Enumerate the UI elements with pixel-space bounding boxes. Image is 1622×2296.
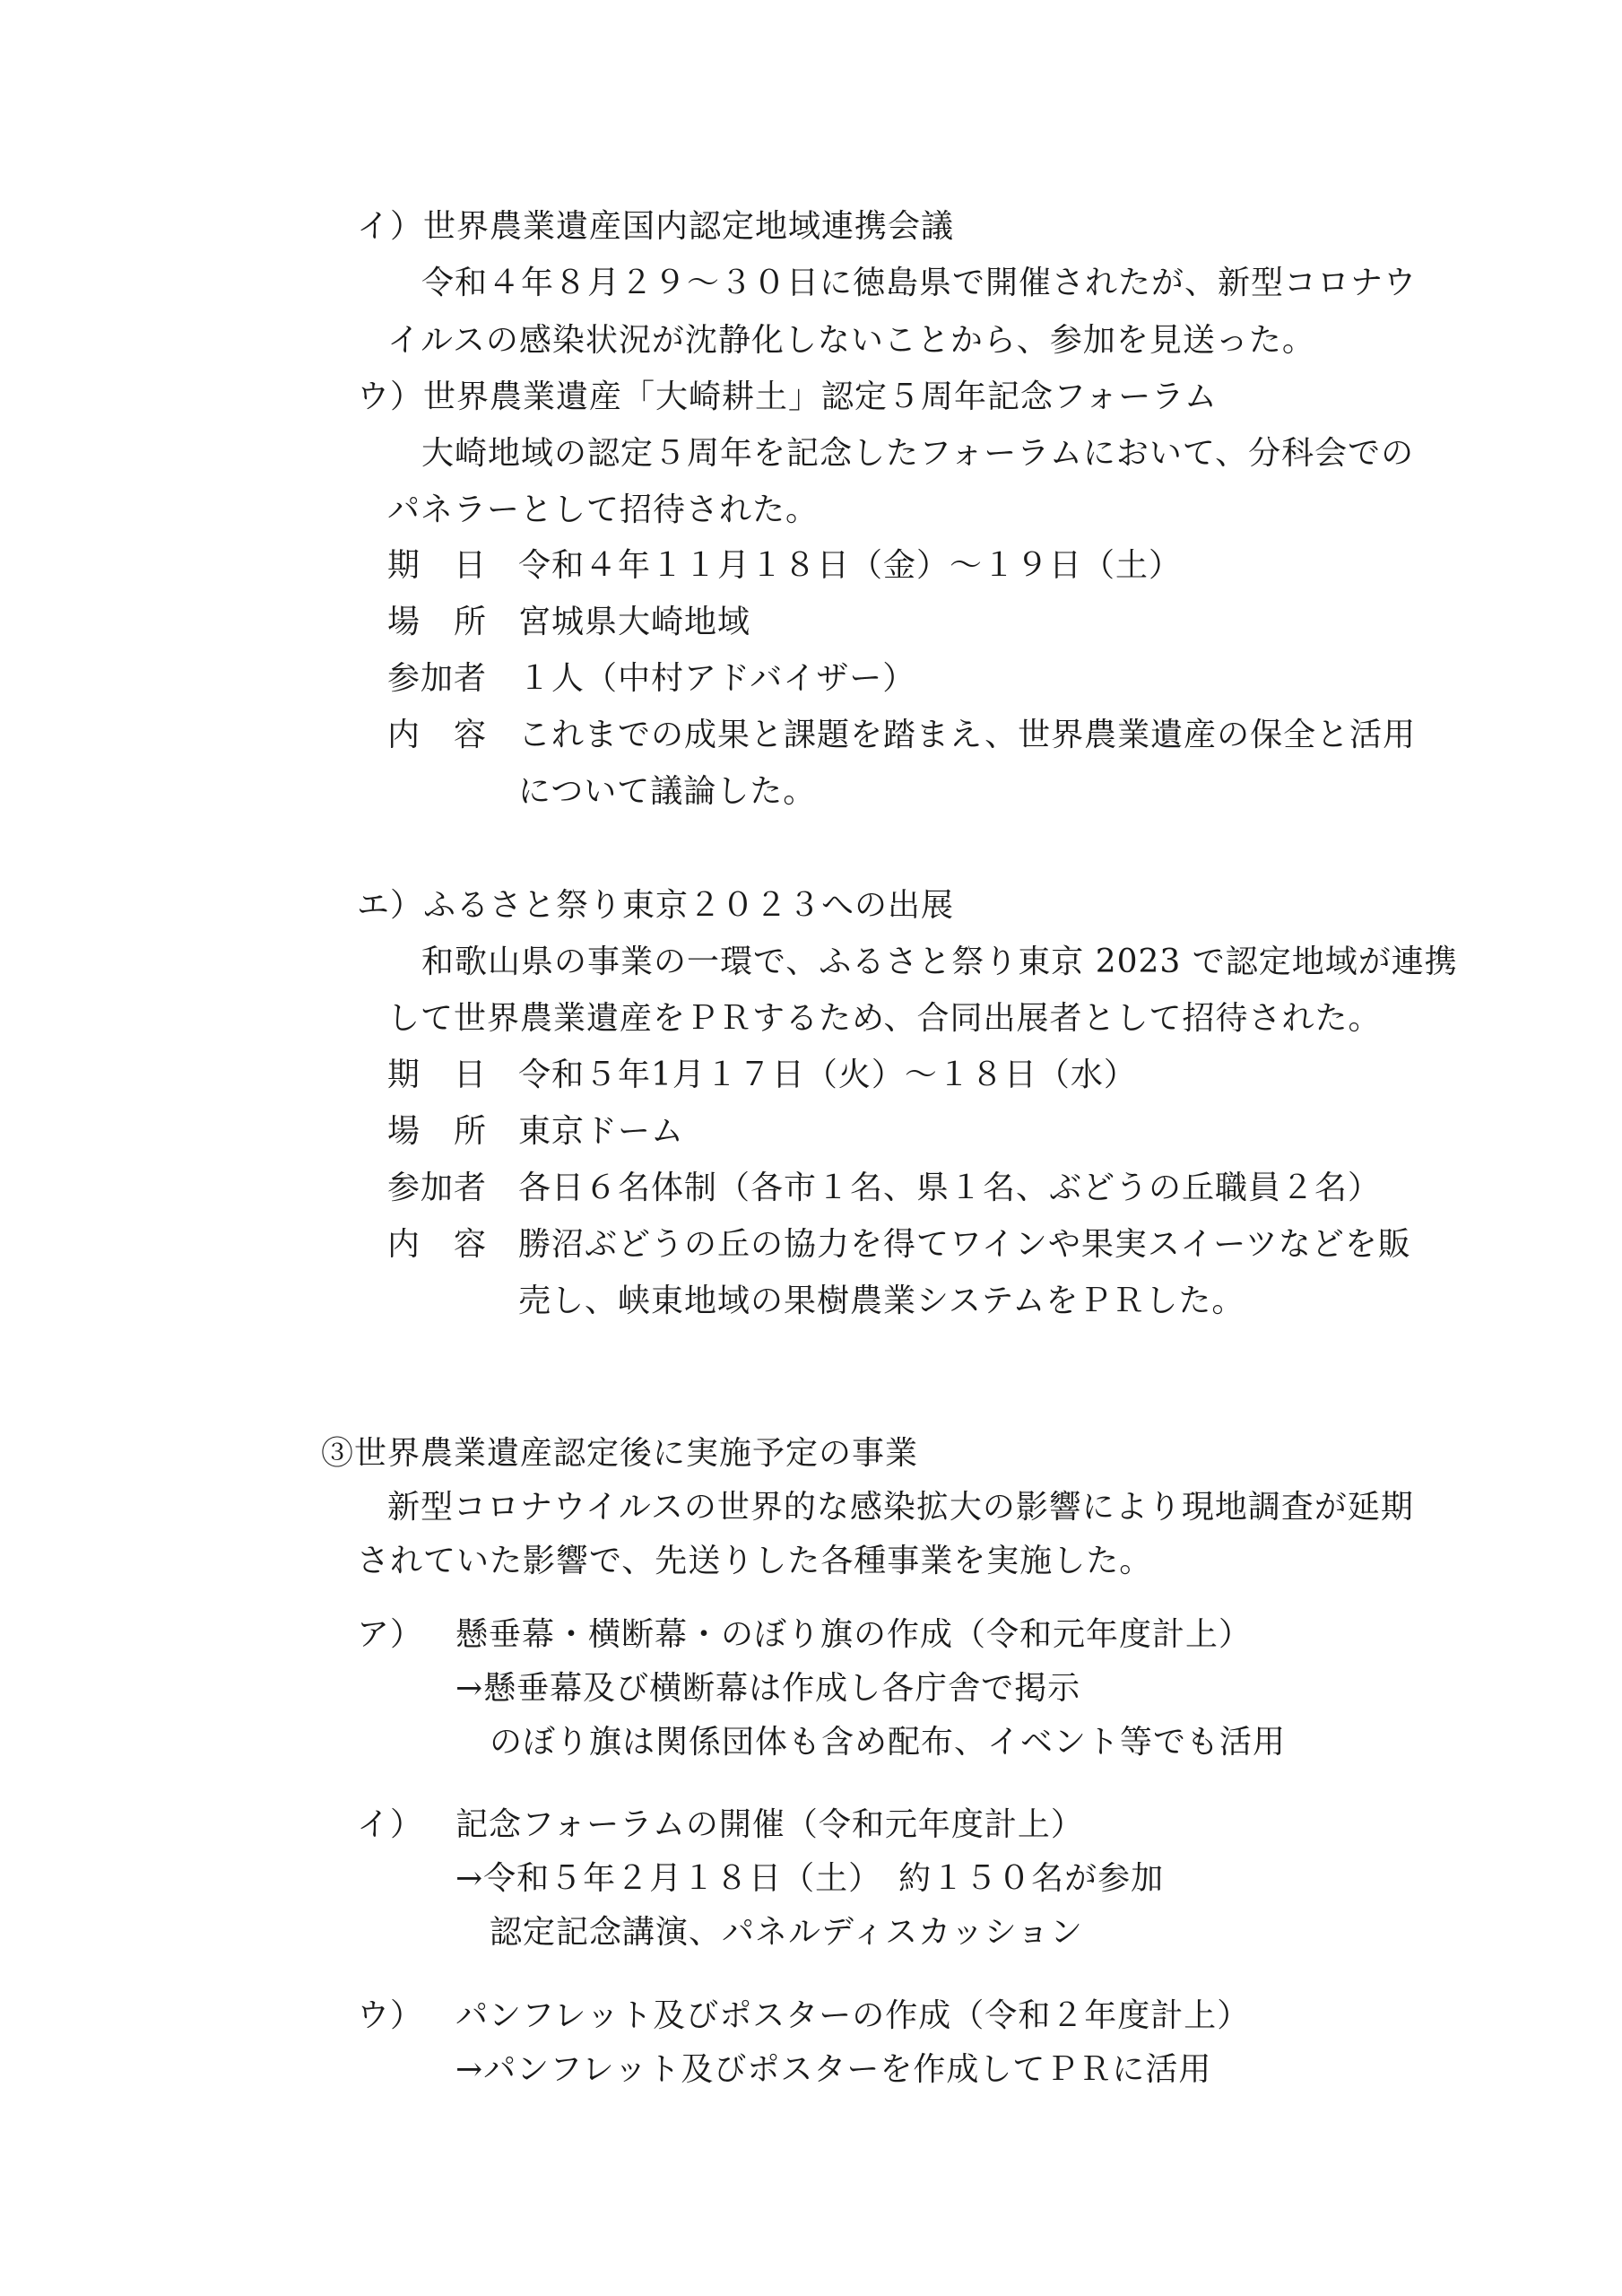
planned-item-detail-line-1: →パンフレット及びポスターを作成してＰＲに活用 — [455, 2051, 1212, 2088]
planned-item-marker: ア） — [357, 1616, 424, 1653]
planned-item-detail-line-2: 認定記念講演、パネルディスカッション — [490, 1914, 1084, 1951]
section-e-participants-value: 各日６名体制（各市１名、県１名、ぶどうの丘職員２名） — [518, 1170, 1382, 1206]
section-u-body-line-1: 大崎地域の認定５周年を記念したフォーラムにおいて、分科会での — [421, 435, 1415, 472]
section-i-heading: イ）世界農業遺産国内認定地域連携会議 — [357, 208, 955, 245]
section-planned-body-line-1: 新型コロナウイルスの世界的な感染拡大の影響により現地調査が延期 — [387, 1489, 1414, 1526]
planned-item-detail-line-1: →懸垂幕及び横断幕は作成し各庁舎で掲示 — [455, 1670, 1081, 1707]
section-e-content-label: 内 容 — [387, 1226, 488, 1263]
planned-item-marker: ウ） — [357, 1997, 424, 2034]
section-u-body-line-2: パネラーとして招待された。 — [387, 491, 820, 528]
section-e-date-value: 令和５年1月１７日（火）～１８日（水） — [518, 1057, 1137, 1093]
section-u-date-label: 期 日 — [387, 547, 488, 584]
section-e-body-line-2: して世界農業遺産をＰＲするため、合同出展者として招待された。 — [387, 1000, 1382, 1037]
section-planned-heading: ③世界農業遺産認定後に実施予定の事業 — [321, 1435, 919, 1472]
section-e-content-value-line-1: 勝沼ぶどうの丘の協力を得てワインや果実スイーツなどを販 — [518, 1226, 1411, 1263]
section-planned-body-line-2: されていた影響で、先送りした各種事業を実施した。 — [357, 1543, 1153, 1579]
planned-item-title: パンフレット及びポスターの作成（令和２年度計上） — [455, 1997, 1251, 2034]
section-e-place-value: 東京ドーム — [518, 1113, 685, 1150]
section-u-participants-value: １人（中村アドバイザー） — [518, 660, 916, 697]
section-u-heading: ウ）世界農業遺産「大崎耕土」認定５周年記念フォーラム — [357, 378, 1218, 415]
section-e-participants-label: 参加者 — [387, 1170, 488, 1206]
section-u-participants-label: 参加者 — [387, 660, 488, 697]
section-e-heading: エ）ふるさと祭り東京２０２３への出展 — [357, 887, 955, 924]
section-u-place-value: 宮城県大崎地域 — [518, 604, 751, 640]
section-u-content-value-line-2: について議論した。 — [518, 773, 817, 810]
section-e-body-line-1: 和歌山県の事業の一環で、ふるさと祭り東京 2023 で認定地域が連携 — [421, 944, 1458, 980]
section-u-content-label: 内 容 — [387, 717, 488, 753]
section-u-place-label: 場 所 — [387, 604, 488, 640]
planned-item-marker: イ） — [357, 1806, 424, 1843]
section-i-body-line-1: 令和４年８月２９～３０日に徳島県で開催されたが、新型コロナウ — [421, 265, 1418, 301]
planned-item-title: 記念フォーラムの開催（令和元年度計上） — [455, 1806, 1084, 1843]
planned-item-detail-line-1: →令和５年２月１８日（土） 約１５０名が参加 — [455, 1860, 1165, 1897]
section-i-body-line-2: イルスの感染状況が沈静化しないことから、参加を見送った。 — [387, 322, 1315, 359]
section-e-content-value-line-2: 売し、峡東地域の果樹農業システムをＰＲした。 — [518, 1283, 1245, 1319]
section-u-date-value: 令和４年１１月１８日（金）～１９日（土） — [518, 547, 1183, 584]
section-e-date-label: 期 日 — [387, 1057, 488, 1093]
planned-item-title: 懸垂幕・横断幕・のぼり旗の作成（令和元年度計上） — [455, 1616, 1253, 1653]
section-u-content-value-line-1: これまでの成果と課題を踏まえ、世界農業遺産の保全と活用 — [518, 717, 1417, 753]
section-e-place-label: 場 所 — [387, 1113, 488, 1150]
planned-item-detail-line-2: のぼり旗は関係団体も含め配布、イベント等でも活用 — [490, 1724, 1287, 1761]
